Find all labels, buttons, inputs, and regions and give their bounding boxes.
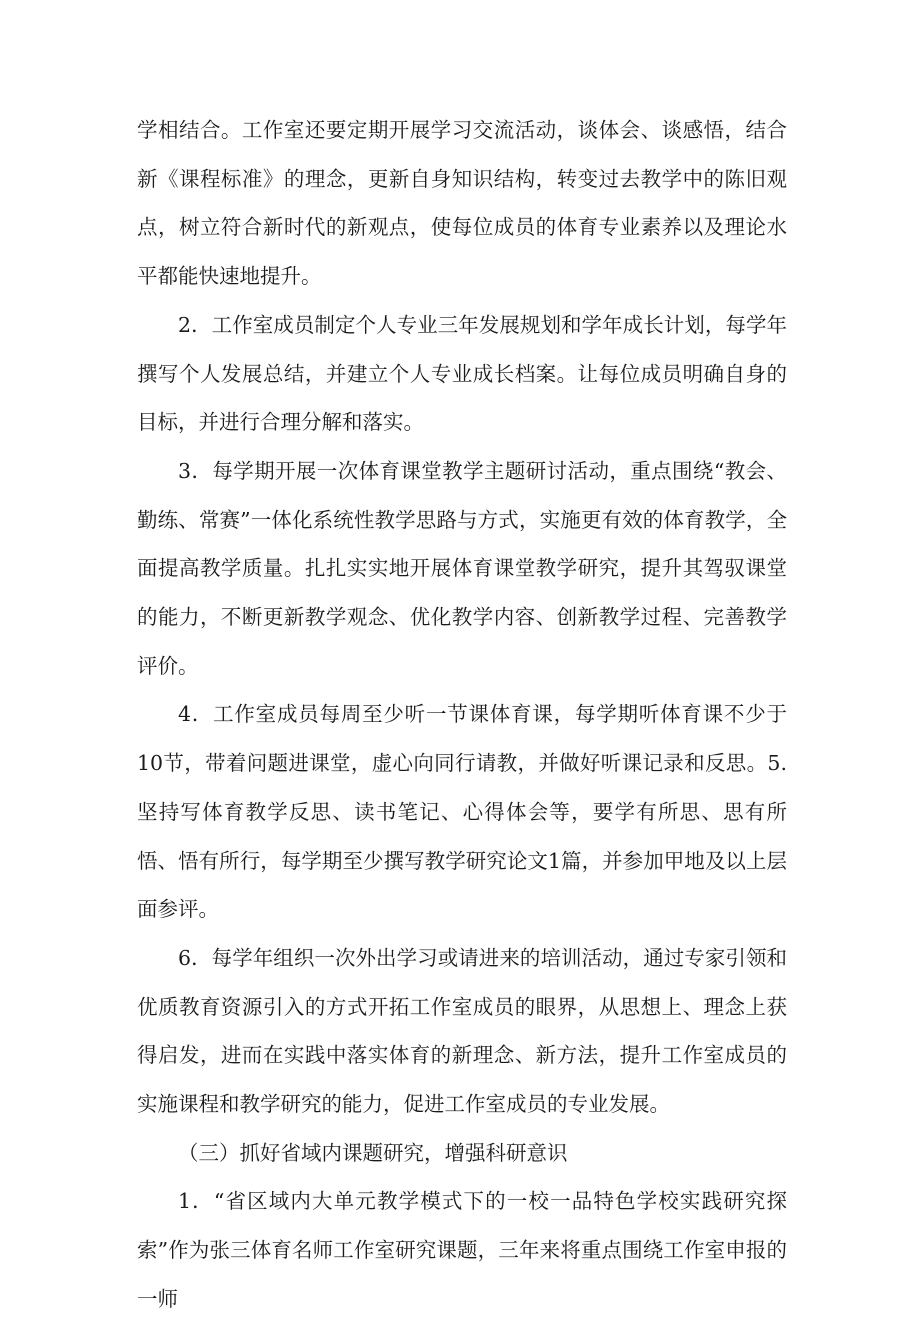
- paragraph-section-3-item-1: 1．“省区域内大单元教学模式下的一校一品特色学校实践研究探索”作为张三体育名师工作室研究课题，三年来将重点围绕工作室申报的一师: [137, 1189, 787, 1311]
- section-heading-3: （三）抓好省域内课题研究，增强科研意识: [178, 1140, 568, 1165]
- paragraph-item-6: 6．每学年组织一次外出学习或请进来的培训活动，通过专家引领和优质教育资源引入的方式开拓工作室成员的眼界，从思想上、理念上获得启发，进而在实践中落实体育的新理念、新方法，提升工作室成员的实施课程和教学研究的能力，促进工作室成员的专业发展。: [137, 945, 787, 1117]
- paragraph-item-4: 4．工作室成员每周至少听一节课体育课，每学期听体育课不少于10节，带着问题进课堂，虚心向同行请教，并做好听课记录和反思。5.坚持写体育教学反思、读书笔记、心得体会等，要学有所思、思有所悟、悟有所行，每学期至少撰写教学研究论文1篇，并参加甲地及以上层面参评。: [137, 702, 787, 922]
- paragraph-item-2: 2．工作室成员制定个人专业三年发展规划和学年成长计划，每学年撰写个人发展总结，并建立个人专业成长档案。让每位成员明确自身的目标，并进行合理分解和落实。: [137, 312, 787, 435]
- paragraph-item-3: 3．每学期开展一次体育课堂教学主题研讨活动，重点围绕“教会、勤练、常赛”一体化系统性教学思路与方式，实施更有效的体育教学，全面提高教学质量。扎扎实实地开展体育课堂教学研究，提升其驾驭课堂的能力，不断更新教学观念、优化教学内容、创新教学过程、完善教学评价。: [137, 458, 787, 678]
- document-body: [137, 106, 787, 1324]
- paragraph-continuation: 学相结合。工作室还要定期开展学习交流活动，谈体会、谈感悟，结合新《课程标准》的理念，更新自身知识结构，转变过去教学中的陈旧观点，树立符合新时代的新观点，使每位成员的体育专业素养以及理论水平都能快速地提升。: [137, 118, 787, 289]
